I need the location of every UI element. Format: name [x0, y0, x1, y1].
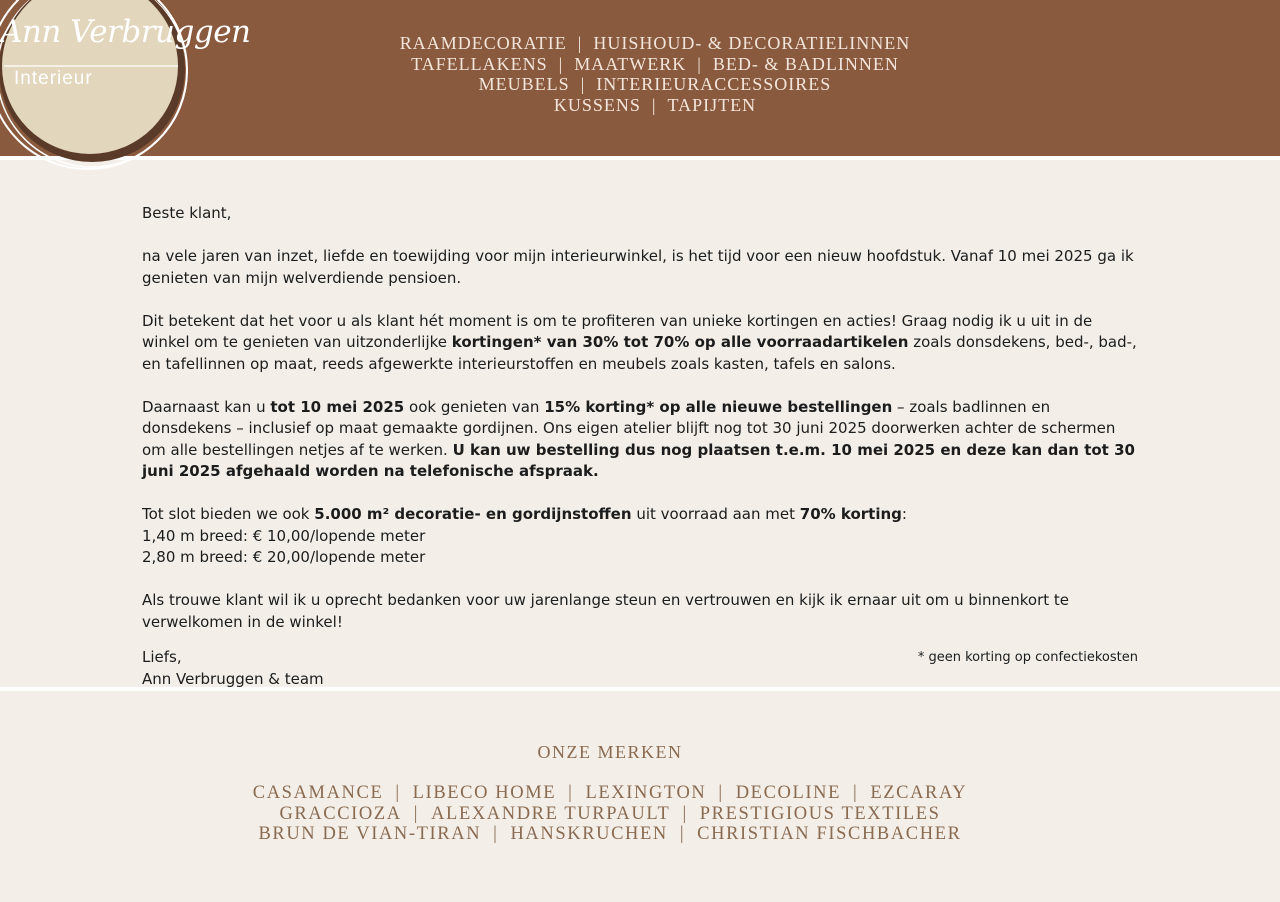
bold-text: tot 10 mei 2025	[270, 397, 405, 416]
nav-separator: |	[697, 53, 702, 74]
nav-item-raamdecoratie[interactable]: RAAMDECORATIE	[399, 33, 567, 53]
nav-row	[300, 95, 1010, 116]
brand-separator: |	[413, 803, 420, 824]
text-fragment: Tot slot bieden we ook	[142, 505, 315, 523]
brand-libeco-home[interactable]: LIBECO HOME	[412, 783, 557, 803]
price-line: 1,40 m breed: € 10,00/lopende meter	[142, 526, 426, 545]
nav-separator: |	[577, 33, 583, 53]
brand-casamance[interactable]: CASAMANCE	[252, 783, 384, 803]
bold-text: U kan uw bestelling dus nog plaatsen t.e.m. 10 mei 2025 en deze kan dan tot 30 juni 2025 afgehaald worden na telefonische afspraak.	[142, 440, 1135, 480]
nav-item-maatwerk[interactable]: MAATWERK	[574, 53, 687, 74]
main-navigation	[300, 33, 1010, 115]
brand-lexington[interactable]: LEXINGTON	[585, 783, 707, 803]
brands-title: ONZE MERKEN	[537, 742, 683, 762]
brand-separator: |	[395, 783, 401, 803]
brand-alexandre-turpault[interactable]: ALEXANDRE TURPAULT	[431, 803, 671, 824]
letter-paragraph	[142, 311, 1138, 376]
brand-graccioza[interactable]: GRACCIOZA	[279, 803, 402, 824]
nav-row	[300, 54, 1010, 75]
brand-separator: |	[493, 824, 499, 844]
brand-decoline[interactable]: DECOLINE	[735, 783, 842, 803]
bold-text: 70% korting	[799, 505, 902, 523]
letter-closing: Liefs,	[142, 648, 182, 666]
logo-subtitle: Interieur	[14, 68, 93, 89]
nav-separator: |	[558, 53, 564, 74]
nav-separator: |	[580, 74, 586, 94]
brand-separator: |	[718, 783, 724, 803]
text-fragment: – zoals badlinnen en donsdekens – inclusief op maat gemaakte gordijnen. Ons eigen atelier blijft nog tot 30 juni 2025 doorwerken achter de schermen om alle bestellingen netjes af te werken.	[142, 397, 1116, 459]
nav-item-meubels[interactable]: MEUBELS	[478, 74, 570, 94]
nav-row	[300, 33, 1010, 54]
nav-item-huishoud-decoratielinnen[interactable]: HUISHOUD- & DECORATIELINNEN	[593, 33, 911, 53]
letter-paragraph	[142, 504, 1138, 526]
brand-logo[interactable]	[0, 0, 251, 174]
price-line: 2,80 m breed: € 20,00/lopende meter	[142, 548, 426, 566]
nav-item-kussens[interactable]: KUSSENS	[553, 94, 641, 115]
letter-signature: Ann Verbruggen & team	[142, 669, 324, 688]
footnote: * geen korting op confectiekosten	[917, 650, 1138, 665]
text-fragment: uit voorraad aan met	[631, 505, 800, 523]
letter-content	[142, 203, 1138, 690]
brand-brun-de-vian-tiran[interactable]: BRUN DE VIAN-TIRAN	[258, 824, 482, 844]
nav-item-tapijten[interactable]: TAPIJTEN	[667, 94, 757, 115]
letter-paragraph: Als trouwe klant wil ik u oprecht bedanken voor uw jarenlange steun en vertrouwen en kijk ik ernaar uit om u binnenkort te verwelkomen in de winkel!	[142, 591, 1070, 631]
letter-greeting: Beste klant,	[142, 204, 232, 222]
brand-separator: |	[853, 783, 859, 803]
brand-row	[0, 804, 1220, 825]
text-fragment: Dit betekent dat het voor u als klant hét moment is om te profiteren van unieke kortingen en acties! Graag nodig ik u uit in de winkel om te genieten van uitzonderlijke	[142, 311, 1093, 351]
text-fragment: zoals donsdekens, bed-, bad-, en tafellinnen op maat, reeds afgewerkte interieurstoffen en meubels zoals kasten, tafels en salons.	[142, 333, 1137, 373]
text-fragment: :	[901, 505, 907, 523]
text-fragment: Daarnaast kan u	[142, 397, 271, 416]
brand-separator: |	[568, 783, 574, 803]
letter-paragraph	[142, 397, 1138, 483]
bold-text: 15% korting* op alle nieuwe bestellingen	[544, 397, 893, 416]
brand-row	[0, 783, 1220, 804]
text-fragment: ook genieten van	[404, 397, 545, 416]
logo-title: Ann Verbruggen	[0, 14, 251, 50]
brand-prestigious-textiles[interactable]: PRESTIGIOUS TEXTILES	[699, 803, 941, 824]
section-divider	[0, 687, 1280, 691]
brand-ezcaray[interactable]: EZCARAY	[870, 783, 968, 803]
brand-christian-fischbacher[interactable]: CHRISTIAN FISCHBACHER	[697, 824, 962, 844]
letter-paragraph: na vele jaren van inzet, liefde en toewijding voor mijn interieurwinkel, is het tijd voor een nieuw hoofdstuk. Vanaf 10 mei 2025 ga ik genieten van mijn welverdiende pensioen.	[142, 247, 1134, 287]
bold-text: kortingen* van 30% tot 70% op alle voorraadartikelen	[451, 333, 909, 351]
brands-list	[0, 783, 1220, 845]
brand-hanskruchen[interactable]: HANSKRUCHEN	[510, 824, 668, 844]
brand-separator: |	[682, 803, 688, 824]
bold-text: 5.000 m² decoratie- en gordijnstoffen	[314, 505, 632, 523]
brand-row	[0, 824, 1220, 845]
nav-item-interieuraccessoires[interactable]: INTERIEURACCESSOIRES	[596, 74, 832, 94]
nav-row	[300, 74, 1010, 95]
nav-item-tafellakens[interactable]: TAFELLAKENS	[411, 53, 548, 74]
brand-separator: |	[679, 824, 686, 844]
nav-separator: |	[651, 94, 657, 115]
nav-item-bed-badlinnen[interactable]: BED- & BADLINNEN	[712, 53, 899, 74]
